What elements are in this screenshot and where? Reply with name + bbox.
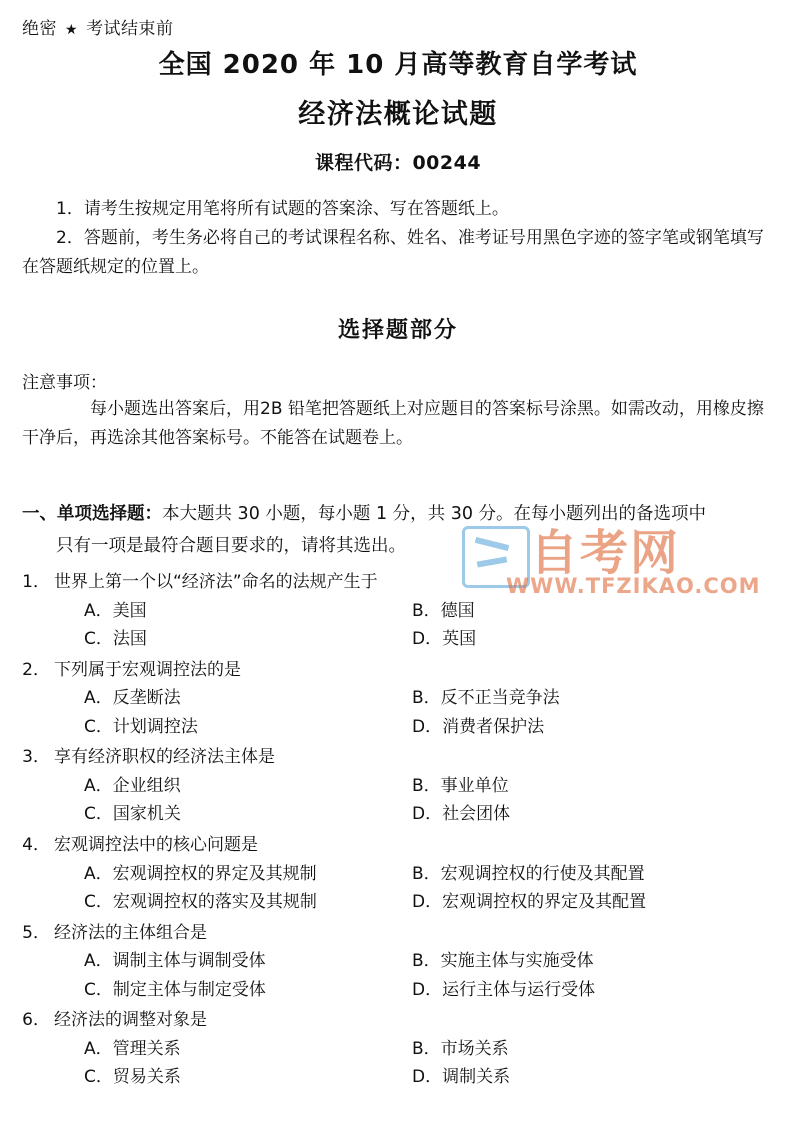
option-a[interactable]: A．调制主体与调制受体: [84, 951, 266, 972]
option-row: [22, 1063, 774, 1092]
option-d[interactable]: D．调制关系: [412, 1067, 511, 1088]
option-row: [22, 625, 774, 654]
option-row: [22, 1035, 774, 1064]
option-d[interactable]: D．英国: [412, 629, 477, 650]
part-one-desc: 本大题共 30 小题，每小题 1 分，共 30 分。在每小题列出的备选项中: [162, 504, 707, 525]
question-stem: [22, 656, 774, 685]
exam-subject-title: 经济法概论试题: [298, 98, 498, 130]
instruction-item-2: 2．答题前，考生务必将自己的考试课程名称、姓名、准考证号用黑色字迹的签字笔或钢笔填写在答题纸规定的位置上。: [22, 228, 764, 278]
question-list: [22, 568, 774, 1092]
question-item: [22, 743, 774, 829]
question-item: [22, 1006, 774, 1092]
question-item: [22, 656, 774, 742]
option-row: [22, 597, 774, 626]
option-c[interactable]: C．国家机关: [84, 804, 181, 825]
instruction-item-1: 1．请考生按规定用笔将所有试题的答案涂、写在答题纸上。: [56, 198, 509, 219]
option-d[interactable]: D．社会团体: [412, 804, 511, 825]
question-number: 1．: [22, 572, 50, 593]
exam-title-line1: 全国 2020 年 10 月高等教育自学考试: [158, 50, 638, 80]
question-stem: [22, 1006, 774, 1035]
option-c[interactable]: C．法国: [84, 629, 147, 650]
question-text: 经济法的调整对象是: [54, 1010, 207, 1031]
option-row: [22, 713, 774, 742]
option-a[interactable]: A．企业组织: [84, 775, 181, 796]
part-one-sub: 只有一项是最符合题目要求的，请将其选出。: [56, 535, 406, 556]
title-block: [22, 49, 774, 175]
watermark-text: 自考网: [530, 525, 681, 581]
option-row: [22, 800, 774, 829]
option-row: [22, 772, 774, 801]
question-number: 5．: [22, 922, 50, 943]
option-a[interactable]: A．反垄断法: [84, 688, 181, 709]
question-text: 宏观调控法中的核心问题是: [54, 834, 258, 855]
option-c[interactable]: C．计划调控法: [84, 716, 198, 737]
question-stem: [22, 831, 774, 860]
question-text: 下列属于宏观调控法的是: [54, 659, 241, 680]
question-number: 3．: [22, 747, 50, 768]
question-number: 4．: [22, 834, 50, 855]
option-row: [22, 860, 774, 889]
instructions-block: [22, 195, 774, 283]
course-code: 课程代码：00244: [314, 151, 482, 174]
part-one-lead: 一、单项选择题：: [22, 504, 162, 525]
part-one-heading: [22, 499, 774, 562]
star-icon: ★: [65, 22, 79, 38]
question-text: 享有经济职权的经济法主体是: [54, 747, 275, 768]
question-stem: [22, 743, 774, 772]
option-row: [22, 976, 774, 1005]
question-item: [22, 831, 774, 917]
option-c[interactable]: C．制定主体与制定受体: [84, 979, 266, 1000]
option-row: [22, 684, 774, 713]
before-exam-end-label: 考试结束前: [86, 19, 174, 39]
question-item: [22, 568, 774, 654]
confidential-header: [22, 14, 774, 39]
option-d[interactable]: D．宏观调控权的界定及其配置: [412, 892, 647, 913]
option-b[interactable]: B．德国: [412, 600, 475, 621]
option-d[interactable]: D．消费者保护法: [412, 716, 545, 737]
notice-label: 注意事项：: [22, 372, 107, 393]
option-a[interactable]: A．宏观调控权的界定及其规制: [84, 863, 317, 884]
question-number: 2．: [22, 659, 50, 680]
question-stem: [22, 919, 774, 948]
question-text: 经济法的主体组合是: [54, 922, 207, 943]
option-b[interactable]: B．反不正当竞争法: [412, 688, 560, 709]
option-c[interactable]: C．贸易关系: [84, 1067, 181, 1088]
option-b[interactable]: B．市场关系: [412, 1038, 509, 1059]
option-b[interactable]: B．事业单位: [412, 775, 509, 796]
notice-body: 每小题选出答案后，用2B 铅笔把答题纸上对应题目的答案标号涂黑。如需改动，用橡皮擦干净后，再选涂其他答案标号。不能答在试题卷上。: [22, 398, 764, 448]
option-b[interactable]: B．实施主体与实施受体: [412, 951, 594, 972]
option-row: [22, 888, 774, 917]
question-text: 世界上第一个以“经济法”命名的法规产生于: [54, 572, 378, 593]
question-item: [22, 919, 774, 1005]
option-row: [22, 947, 774, 976]
question-stem: [22, 568, 774, 597]
option-a[interactable]: A．管理关系: [84, 1038, 181, 1059]
option-d[interactable]: D．运行主体与运行受体: [412, 979, 596, 1000]
watermark-url: WWW.TFZIKAO.COM: [506, 574, 761, 598]
section-heading-choice: 选择题部分: [337, 317, 458, 343]
confidential-label: 绝密: [22, 19, 57, 39]
option-a[interactable]: A．美国: [84, 600, 147, 621]
option-c[interactable]: C．宏观调控权的落实及其规制: [84, 892, 317, 913]
option-b[interactable]: B．宏观调控权的行使及其配置: [412, 863, 645, 884]
question-number: 6．: [22, 1010, 50, 1031]
